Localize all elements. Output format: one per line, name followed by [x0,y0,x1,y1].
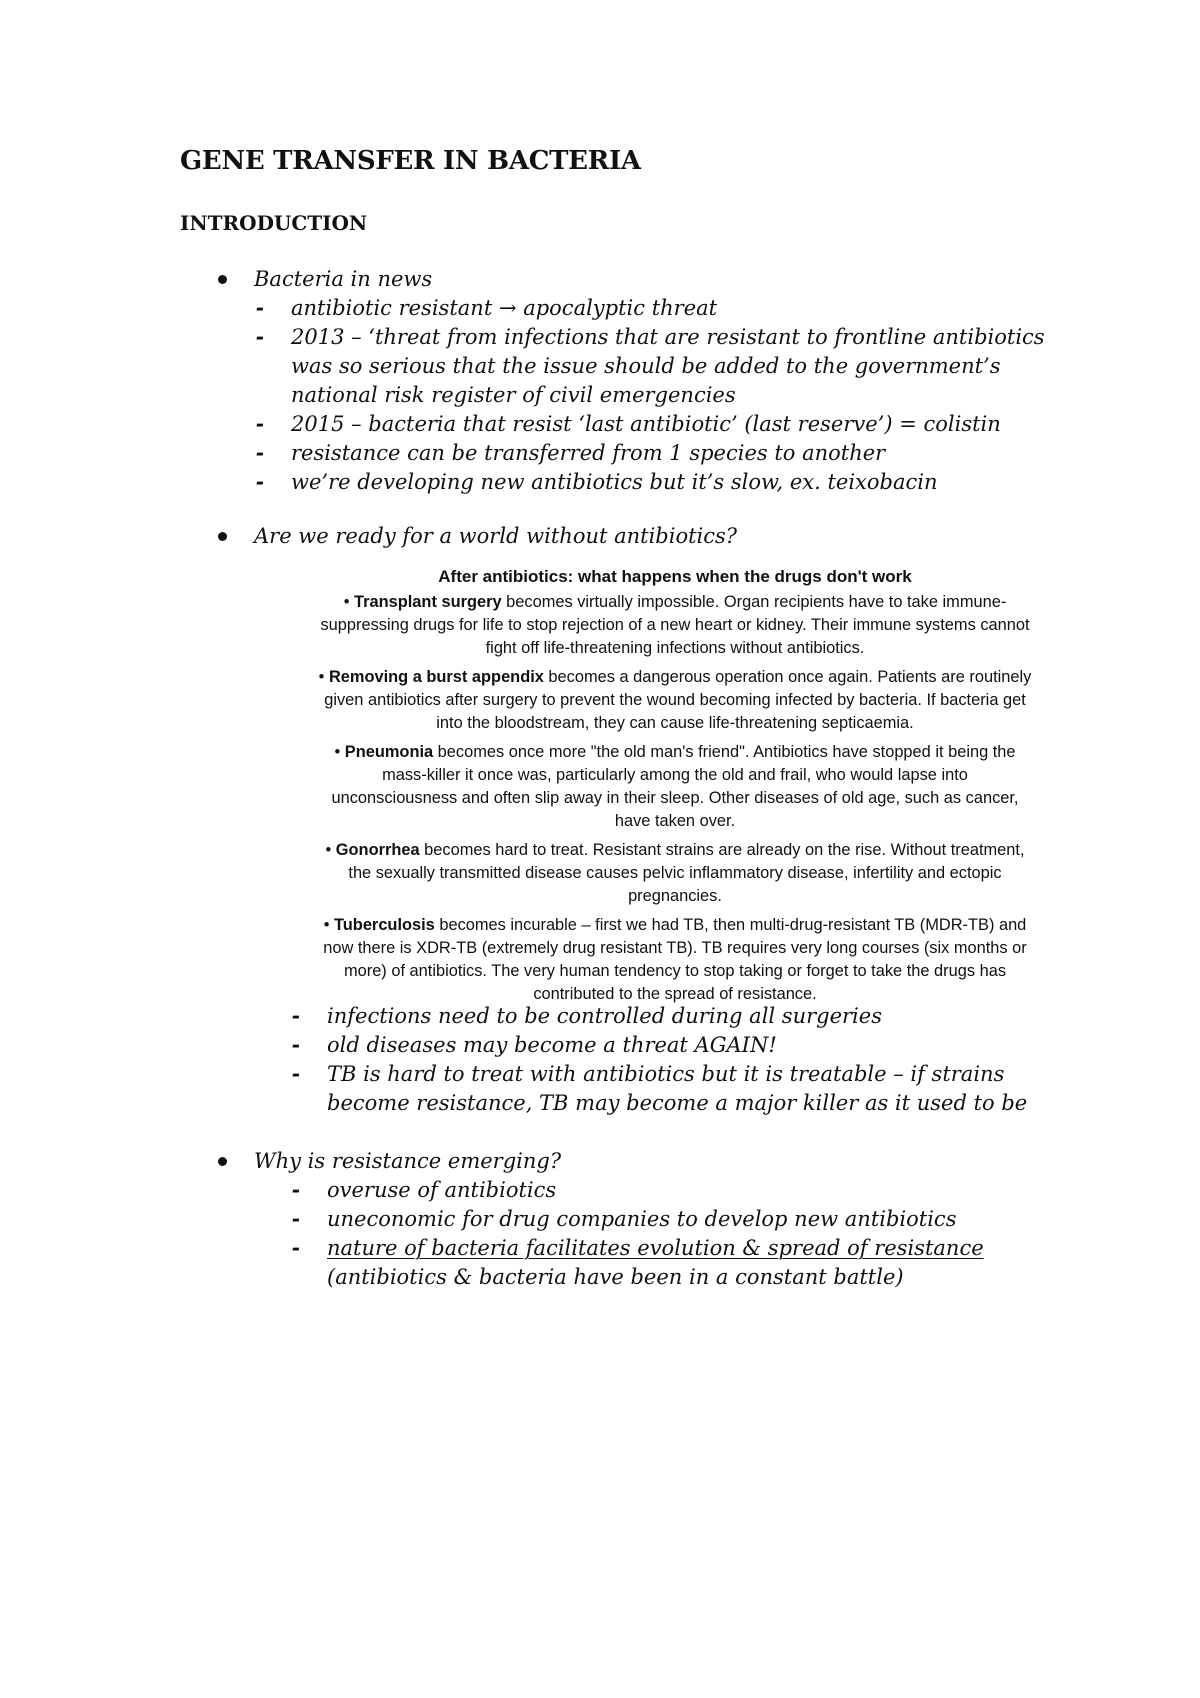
excerpt-line: pregnancies. [628,887,722,905]
dash-item-text: resistance can be transferred from 1 species to another [291,441,886,465]
excerpt-bullet: • [334,743,341,761]
excerpt-line: into the bloodstream, they can cause life-threatening septicaemia. [436,714,914,732]
dash-item-text: overuse of antibiotics [327,1178,557,1202]
dash-item-continued [0,381,1200,410]
bullet-section-ready [0,522,1200,551]
dash-icon: - [292,1062,301,1086]
dash-item-text: antibiotic resistant → apocalyptic threat [291,296,718,320]
excerpt-line: given antibiotics after surgery to prevent the wound becoming infected by bacteria. If bacteria get [324,691,1026,709]
dash-item [0,1031,1200,1060]
excerpt-line: becomes incurable – first we had TB, then multi-drug-resistant TB (MDR-TB) and [434,916,1027,934]
bullet-item [0,1147,1200,1176]
excerpt-line: now there is XDR-TB (extremely drug resistant TB). TB requires very long courses (six months or [323,939,1027,957]
excerpt-bold-term: Removing a burst appendix [328,668,544,686]
excerpt-line: suppressing drugs for life to stop rejection of a new heart or kidney. Their immune systems cannot [320,616,1030,634]
dash-item-text: 2013 – ‘threat from infections that are resistant to frontline antibiotics [291,325,1045,349]
section-heading: INTRODUCTION [180,211,368,235]
excerpt-bullet: • [325,841,332,859]
excerpt-heading: After antibiotics: what happens when the drugs don't work [438,567,912,586]
excerpt-line: unconsciousness and often slip away in their sleep. Other diseases of old age, such as cancer, [331,789,1019,807]
dash-icon: - [292,1033,301,1057]
dash-item-text: become resistance, TB may become a major killer as it used to be [327,1091,1028,1115]
dash-item-text: we’re developing new antibiotics but it’s slow, ex. teixobacin [291,470,938,494]
dash-item-text: uneconomic for drug companies to develop new antibiotics [327,1207,957,1231]
excerpt-paragraph [240,914,1110,1006]
dash-icon: - [256,470,265,494]
excerpt-line: mass-killer it once was, particularly among the old and frail, who would lapse into [382,766,968,784]
dash-item [0,1176,1200,1205]
dash-item-continued [0,1089,1200,1118]
excerpt-paragraph [240,741,1110,833]
dash-item-text-underlined: nature of bacteria facilitates evolution & spread of resistance [327,1236,984,1260]
dash-icon: - [292,1004,301,1028]
dash-item-text: infections need to be controlled during all surgeries [327,1004,882,1028]
dash-icon: - [292,1236,301,1260]
bullet-label: Are we ready for a world without antibiotics? [254,524,738,548]
dash-icon: - [292,1207,301,1231]
dash-item [0,1002,1200,1031]
bullet-item [0,522,1200,551]
dash-item-text: TB is hard to treat with antibiotics but it is treatable – if strains [327,1062,1005,1086]
dash-item-continued [0,1263,1200,1292]
excerpt-line: becomes once more "the old man's friend". Antibiotics have stopped it being the [433,743,1016,761]
dash-item-text: (antibiotics & bacteria have been in a constant battle) [327,1265,904,1289]
bullet-item [0,265,1200,294]
dash-item [0,294,1200,323]
excerpt-line: the sexually transmitted disease causes pelvic inflammatory disease, infertility and ectopic [348,864,1002,882]
dash-icon: - [256,296,265,320]
dash-item [0,323,1200,352]
bullet-dot-icon [218,1157,227,1166]
bullet-section-resistance [0,1147,1200,1292]
dash-item-text: was so serious that the issue should be added to the government’s [291,354,1001,378]
dash-icon: - [256,325,265,349]
excerpt-bold-term: Gonorrhea [335,841,420,859]
excerpt-line: becomes a dangerous operation once again. Patients are routinely [543,668,1032,686]
dash-item-text: 2015 – bacteria that resist ‘last antibiotic’ (last reserve’) = colistin [291,412,1001,436]
excerpt-line: more) of antibiotics. The very human tendency to stop taking or forget to take the drugs has [343,962,1007,980]
excerpt-bullet: • [323,916,330,934]
excerpt-bullet: • [318,668,325,686]
dash-item [0,1205,1200,1234]
dash-item [0,468,1200,497]
dash-item [0,439,1200,468]
excerpt-line: becomes virtually impossible. Organ recipients have to take immune- [501,593,1007,611]
excerpt-paragraph [240,591,1110,660]
bullet-section-news [0,265,1200,497]
dash-icon: - [256,412,265,436]
dash-item-text: old diseases may become a threat AGAIN! [327,1033,777,1057]
article-excerpt [240,565,1110,1012]
excerpt-line: contributed to the spread of resistance. [533,985,817,1003]
excerpt-bold-term: Pneumonia [344,743,434,761]
bullet-label: Why is resistance emerging? [254,1149,562,1173]
dash-item [0,1234,1200,1263]
excerpt-paragraph [240,666,1110,735]
dash-icon: - [256,441,265,465]
bullet-dot-icon [218,532,227,541]
dash-item-text: national risk register of civil emergencies [291,383,736,407]
dash-icon: - [292,1178,301,1202]
bullet-section-ready-notes [0,1002,1200,1118]
excerpt-bold-term: Transplant surgery [354,593,502,611]
bullet-label: Bacteria in news [254,267,433,291]
dash-item [0,1060,1200,1089]
dash-item-continued [0,352,1200,381]
dash-item [0,410,1200,439]
bullet-dot-icon [218,275,227,284]
excerpt-line: becomes hard to treat. Resistant strains are already on the rise. Without treatment, [419,841,1025,859]
excerpt-bullet: • [343,593,350,611]
document-title: GENE TRANSFER IN BACTERIA [180,146,641,176]
excerpt-paragraph [240,839,1110,908]
excerpt-line: fight off life-threatening infections without antibiotics. [485,639,865,657]
excerpt-bold-term: Tuberculosis [334,916,435,934]
excerpt-line: have taken over. [614,812,736,830]
